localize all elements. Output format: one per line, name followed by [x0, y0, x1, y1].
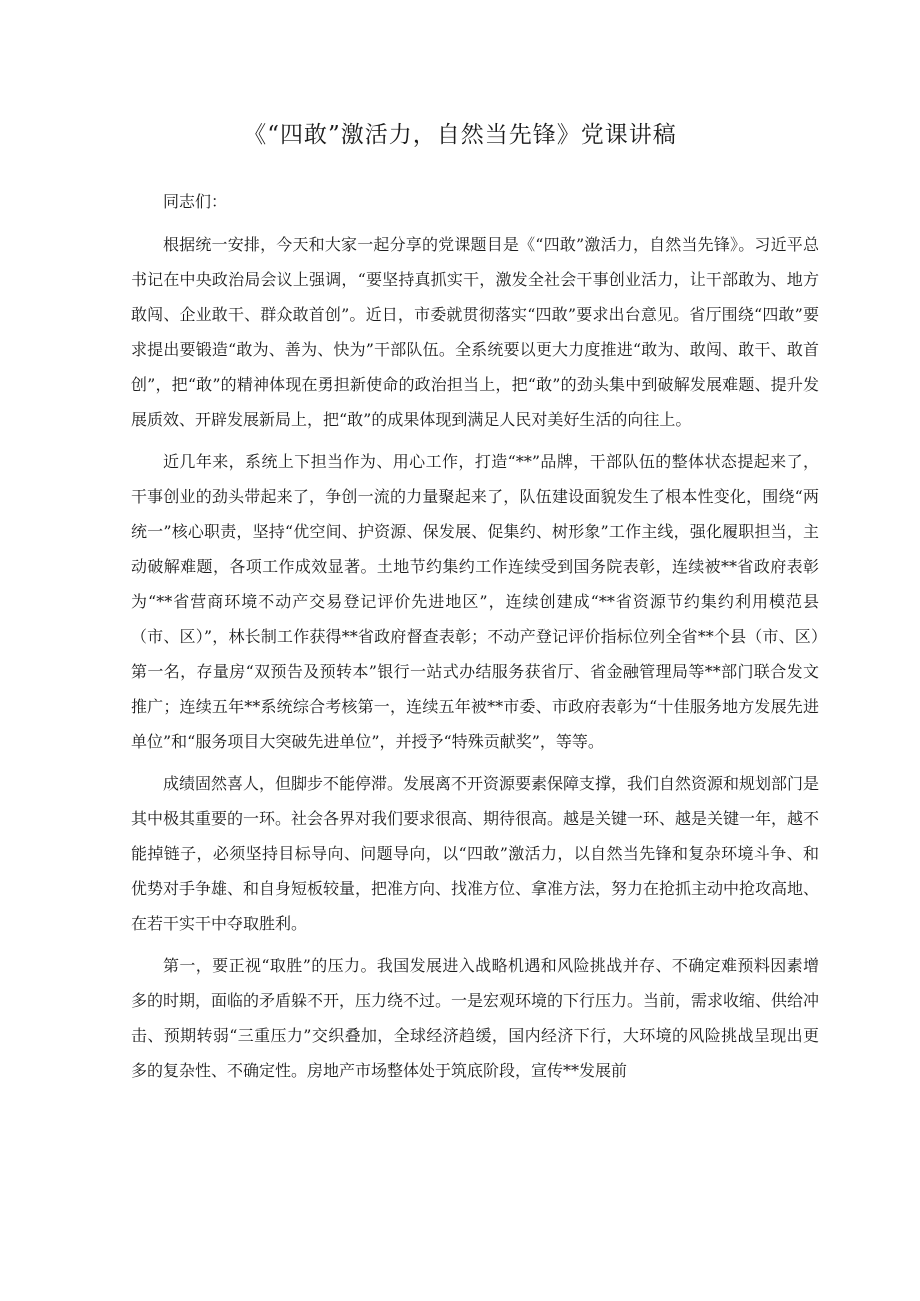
paragraph-first-point: 第一，要正视“取胜”的压力。我国发展进入战略机遇和风险挑战并存、不确定难预料因素增多的时期，面临的矛盾躲不开，压力绕不过。一是宏观环境的下行压力。当前，需求收缩、供给冲击、预期转弱“三重压力”交织叠加，全球经济趋缓，国内经济下行，大环境的风险挑战呈现出更多的复杂性、不确定性。房地产市场整体处于筑底阶段，宣传**发展前	[131, 956, 820, 1080]
paragraph-challenges: 成绩固然喜人，但脚步不能停滞。发展离不开资源要素保障支撑，我们自然资源和规划部门是其中极其重要的一环。社会各界对我们要求很高、期待很高。越是关键一环、越是关键一年，越不能掉链子，必须坚持目标导向、问题导向，以“四敢”激活力，以自然当先锋和复杂环境斗争、和优势对手争雄、和自身短板较量，把准方向、找准方位、拿准方法，努力在抢抓主动中抢攻高地、在若干实干中夺取胜利。	[131, 774, 820, 933]
document-body	[131, 184, 819, 1095]
paragraph-intro: 根据统一安排，今天和大家一起分享的党课题目是《“四敢”激活力，自然当先锋》。习近平总书记在中央政治局会议上强调，“要坚持真抓实干，激发全社会干事创业活力，让干部敢为、地方敢闯、企业敢干、群众敢首创”。近日，市委就贯彻落实“四敢”要求出台意见。省厅围绕“四敢”要求提出要锻造“敢为、善为、快为”干部队伍。全系统要以更大力度推进“敢为、敢闯、敢干、敢首创”，把“敢”的精神体现在勇担新使命的政治担当上，把“敢”的劲头集中到破解发展难题、提升发展质效、开辟发展新局上，把“敢”的成果体现到满足人民对美好生活的向往上。	[131, 235, 819, 429]
document-title: 《“四敢”激活力，自然当先锋》党课讲稿	[243, 122, 677, 148]
paragraph-achievements: 近几年来，系统上下担当作为、用心工作，打造“**”品牌，干部队伍的整体状态提起来了，干事创业的劲头带起来了，争创一流的力量聚起来了，队伍建设面貌发生了根本性变化，围绕“两统一”核心职责，坚持“优空间、护资源、保发展、促集约、树形象”工作主线，强化履职担当，主动破解难题，各项工作成效显著。土地节约集约工作连续受到国务院表彰，连续被**省政府表彰为“**省营商环境不动产交易登记评价先进地区”，连续创建成“**省资源节约集约利用模范县（市、区）”，林长制工作获得**省政府督查表彰；不动产登记评价指标位列全省**个县（市、区）第一名，存量房“双预告及预转本”银行一站式办结服务获省厅、省金融管理局等**部门联合发文推广；连续五年**系统综合考核第一，连续五年被**市委、市政府表彰为“十佳服务地方发展先进单位”和“服务项目大突破先进单位”，并授予“特殊贡献奖”，等等。	[131, 452, 819, 751]
salutation: 同志们：	[163, 192, 228, 211]
